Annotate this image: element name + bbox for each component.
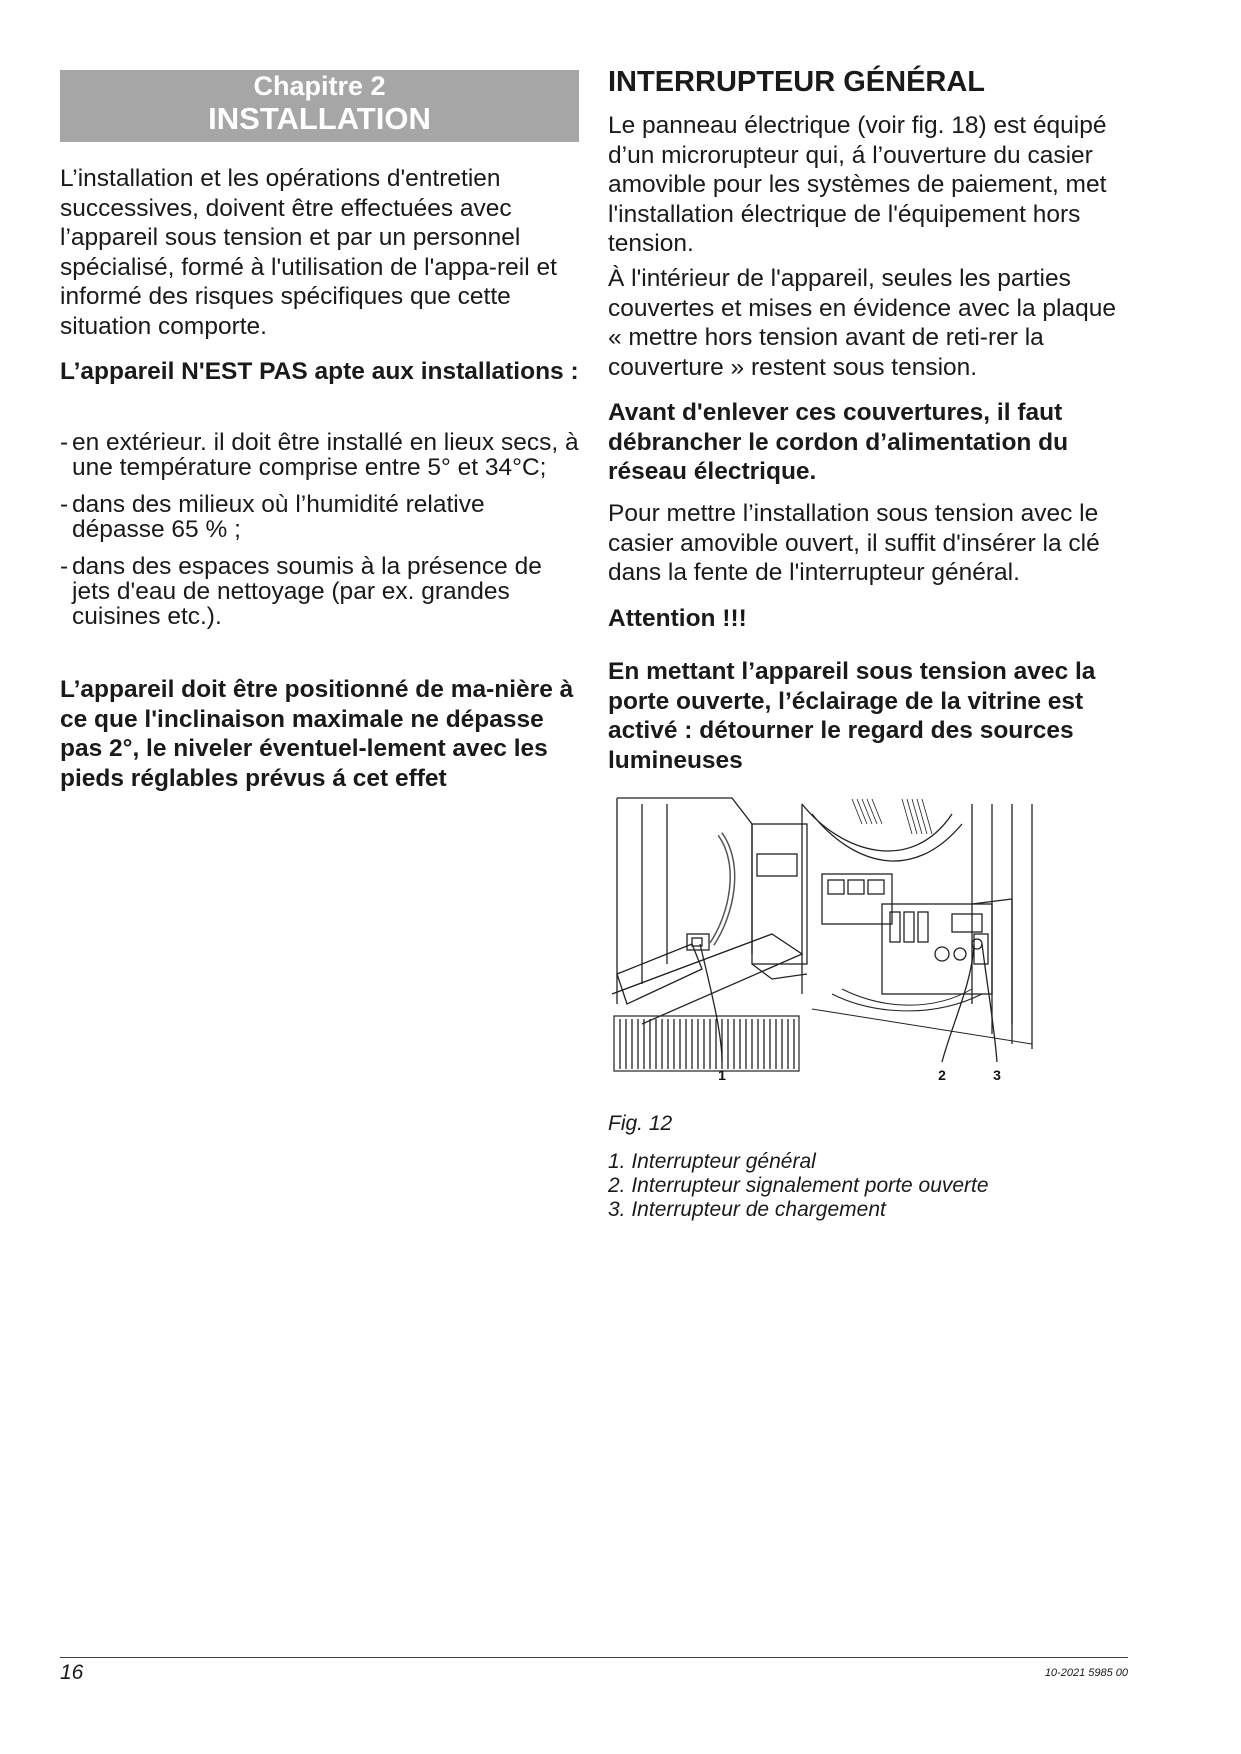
list-item-text: dans des milieux où l’humidité relative dépasse 65 % ; (72, 491, 485, 543)
list-item: - dans des espaces soumis à la présence de jets d'eau de nettoyage (par ex. grandes cuisines etc.). (60, 553, 542, 630)
switch-paragraph-3: Pour mettre l’installation sous tension avec le casier amovible ouvert, il suffit d'insérer la clé dans la fente de l'interrupteur général. (608, 500, 1100, 586)
callout-2: 2 (938, 1067, 946, 1083)
list-item-text: en extérieur. il doit être installé en lieux secs, à une température comprise entre 5° et 34°C; (72, 429, 579, 481)
page-number: 16 (60, 1661, 84, 1684)
attention-label: Attention !!! (608, 605, 747, 632)
document-code: 10-2021 5985 00 (1044, 1667, 1128, 1679)
chapter-banner (60, 70, 579, 142)
chapter-title: INSTALLATION (208, 101, 431, 136)
list-item: - dans des milieux où l’humidité relative dépasse 65 % ; (60, 491, 485, 543)
switch-paragraph-2: À l'intérieur de l'appareil, seules les parties couvertes et mises en évidence avec la plaque « mettre hors tension avant de reti-rer la couverture » restent sous tension. (608, 265, 1116, 381)
power-cord-warning: Avant d'enlever ces couvertures, il faut débrancher le cordon d’alimentation du réseau électrique. (608, 399, 1069, 485)
position-warning: L’appareil doit être positionné de ma-nière à ce que l'inclinaison maximale ne dépasse pas 2°, le niveler éventuel-lement avec les pieds réglables prévus á cet effet (60, 676, 574, 792)
light-warning: En mettant l’appareil sous tension avec la porte ouverte, l’éclairage de la vitrine est activé : détourner le regard des sources lumineuses (608, 658, 1096, 774)
callout-1: 1 (718, 1067, 726, 1083)
intro-paragraph: L’installation et les opérations d'entretien successives, doivent être effectuées avec l’appareil sous tension et par un personnel spécialisé, formé à l'utilisation de l'appa-reil et informé des risques spécifiques que cette situation comporte. (60, 165, 557, 340)
list-item-text: dans des espaces soumis à la présence de jets d'eau de nettoyage (par ex. grandes cuisines etc.). (72, 553, 542, 630)
legend-item: 3. Interrupteur de chargement (608, 1198, 886, 1221)
chapter-number: Chapitre 2 (253, 71, 386, 101)
legend-item: 1. Interrupteur général (608, 1150, 816, 1173)
callout-3: 3 (993, 1067, 1001, 1083)
footer-divider (60, 1657, 1128, 1658)
switch-paragraph-1: Le panneau électrique (voir fig. 18) est équipé d’un microrupteur qui, á l’ouverture du casier amovible pour les systèmes de paiement, met l'installation électrique de l'équipement hors tension. (608, 112, 1107, 257)
section-title: INTERRUPTEUR GÉNÉRAL (608, 66, 986, 98)
not-apt-heading: L’appareil N'EST PAS apte aux installations : (60, 358, 579, 385)
list-item: - en extérieur. il doit être installé en lieux secs, à une température comprise entre 5° et 34°C; (60, 429, 579, 481)
figure-caption: Fig. 12 (608, 1112, 673, 1135)
legend-item: 2. Interrupteur signalement porte ouverte (608, 1174, 989, 1197)
machine-interior-illustration (612, 794, 1100, 1094)
figure-legend (608, 1150, 989, 1222)
not-apt-list (60, 430, 580, 641)
